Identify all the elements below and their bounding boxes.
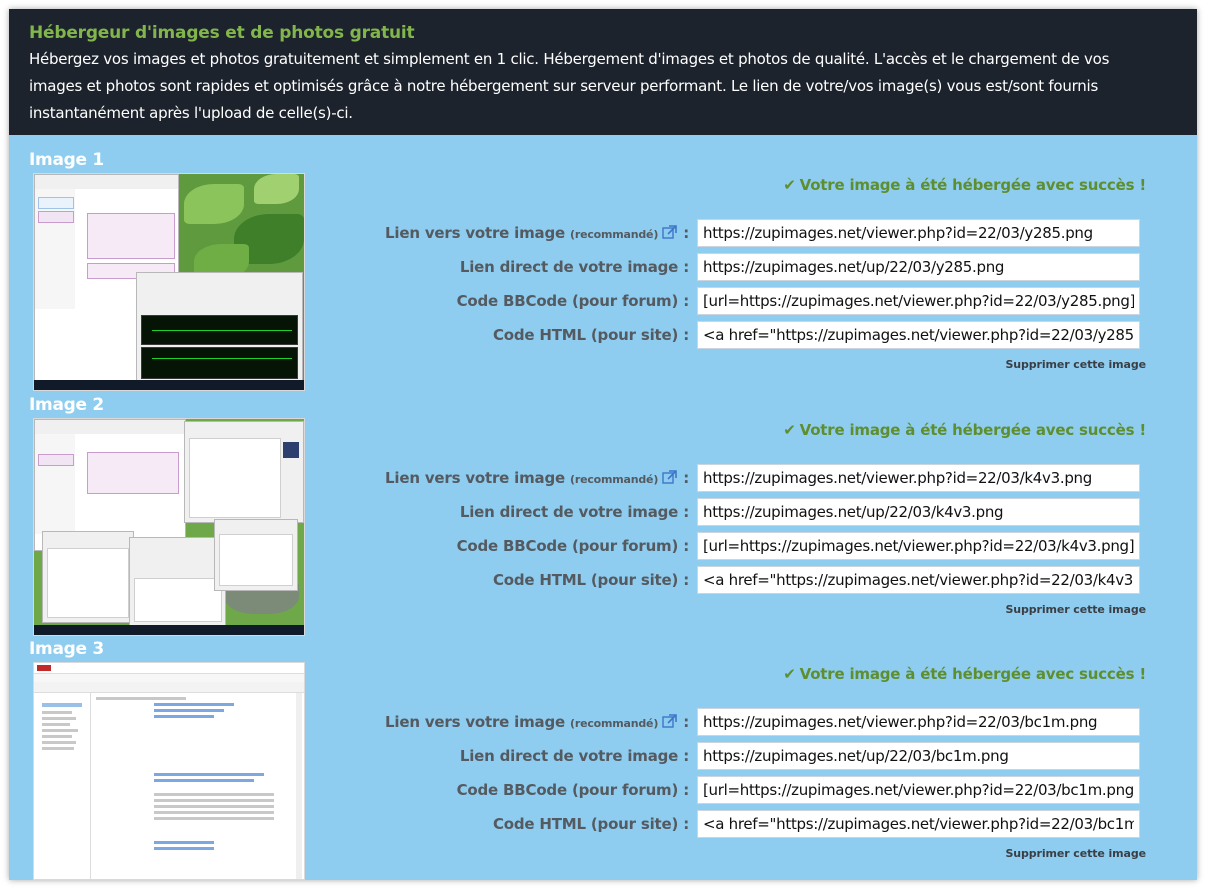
bbcode-label: Code BBCode (pour forum) :	[456, 781, 689, 799]
thumbnail-window	[214, 519, 298, 591]
success-message: ✔ Votre image à été hébergée avec succès !	[783, 176, 1146, 194]
thumbnail-taskbar	[34, 380, 304, 390]
bbcode-input[interactable]	[697, 532, 1140, 560]
header	[9, 9, 1197, 135]
link-input[interactable]	[697, 219, 1140, 247]
image-thumbnail[interactable]	[33, 662, 305, 880]
image-title: Image 1	[29, 150, 104, 170]
image-section-1	[9, 148, 1197, 392]
direct-link-input[interactable]	[697, 742, 1140, 770]
link-label: Lien vers votre image (recommandé) :	[385, 224, 689, 242]
delete-image-link[interactable]: Supprimer cette image	[1005, 358, 1146, 371]
external-link-icon[interactable]	[662, 714, 678, 728]
image-section-2	[9, 393, 1197, 637]
external-link-icon[interactable]	[662, 225, 678, 239]
image-title: Image 2	[29, 395, 104, 415]
success-message: ✔ Votre image à été hébergée avec succès !	[783, 665, 1146, 683]
check-icon: ✔	[783, 665, 796, 683]
delete-image-link[interactable]: Supprimer cette image	[1005, 847, 1146, 860]
page-description: Hébergez vos images et photos gratuitement et simplement en 1 clic. Hébergement d'images et photos de qualité. L'accès et le chargement de vos images et photos sont rapides et optimisés grâce à notre hébergement sur serveur performant. Le lien de votre/vos image(s) vous est/sont fournis instantanément après l'upload de celle(s)-ci.	[29, 50, 1110, 122]
external-link-icon[interactable]	[662, 470, 678, 484]
page-frame	[9, 9, 1197, 880]
image-thumbnail[interactable]	[33, 173, 305, 391]
success-message: ✔ Votre image à été hébergée avec succès !	[783, 421, 1146, 439]
html-code-input[interactable]	[697, 810, 1140, 838]
bbcode-label: Code BBCode (pour forum) :	[456, 292, 689, 310]
direct-link-input[interactable]	[697, 498, 1140, 526]
bbcode-label: Code BBCode (pour forum) :	[456, 537, 689, 555]
bbcode-input[interactable]	[697, 776, 1140, 804]
page-title: Hébergeur d'images et de photos gratuit	[29, 23, 415, 43]
image-thumbnail[interactable]	[33, 418, 305, 636]
check-icon: ✔	[783, 176, 796, 194]
direct-link-input[interactable]	[697, 253, 1140, 281]
thumbnail-window	[184, 421, 304, 523]
bbcode-input[interactable]	[697, 287, 1140, 315]
delete-image-link[interactable]: Supprimer cette image	[1005, 603, 1146, 616]
check-icon: ✔	[783, 421, 796, 439]
html-code-input[interactable]	[697, 321, 1140, 349]
link-input[interactable]	[697, 464, 1140, 492]
thumbnail-window	[136, 272, 303, 384]
link-label: Lien vers votre image (recommandé) :	[385, 469, 689, 487]
thumbnail-taskbar	[34, 625, 304, 635]
html-code-label: Code HTML (pour site) :	[492, 815, 689, 833]
html-code-label: Code HTML (pour site) :	[492, 326, 689, 344]
link-label: Lien vers votre image (recommandé) :	[385, 713, 689, 731]
thumbnail-window	[42, 531, 134, 623]
html-code-input[interactable]	[697, 566, 1140, 594]
thumbnail-window	[129, 537, 226, 627]
image-title: Image 3	[29, 639, 104, 659]
link-input[interactable]	[697, 708, 1140, 736]
image-section-3	[9, 637, 1197, 880]
direct-link-label: Lien direct de votre image :	[459, 747, 689, 765]
direct-link-label: Lien direct de votre image :	[459, 258, 689, 276]
html-code-label: Code HTML (pour site) :	[492, 571, 689, 589]
direct-link-label: Lien direct de votre image :	[459, 503, 689, 521]
